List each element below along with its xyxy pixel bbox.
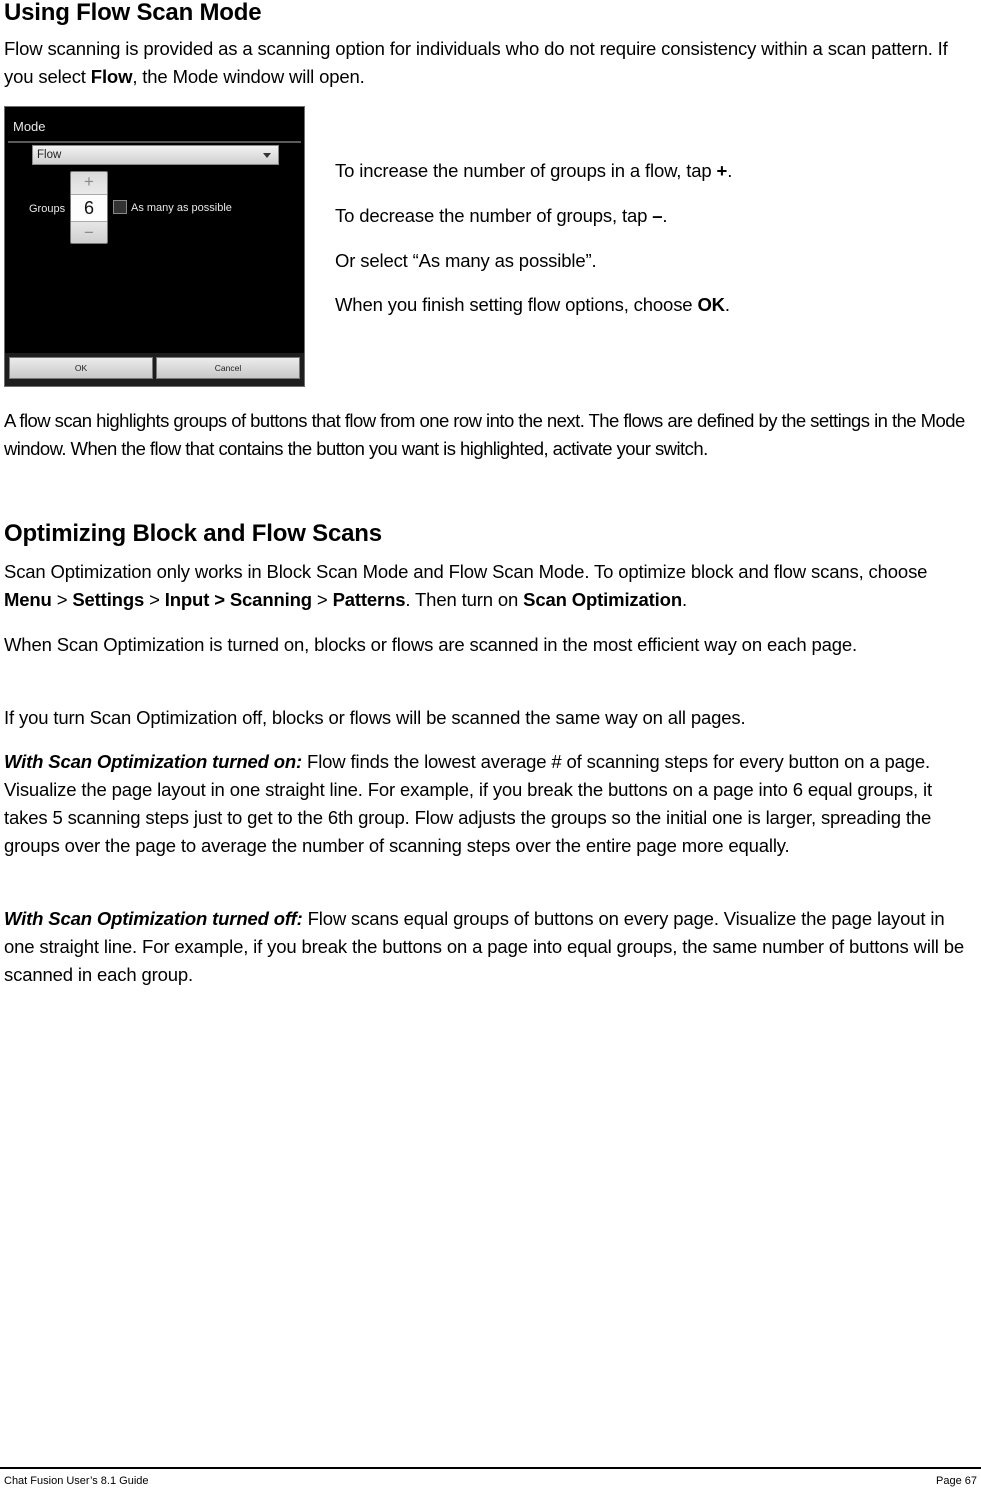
instruction-choose-ok xyxy=(335,292,730,318)
groups-label: Groups xyxy=(29,203,66,215)
dialog-title: Mode xyxy=(13,119,46,134)
instruction-ok-bold: OK xyxy=(697,294,725,315)
input-scanning-bold: Input > Scanning xyxy=(164,589,312,610)
with-optimization-on-paragraph xyxy=(4,748,976,860)
path-separator: > xyxy=(311,589,333,610)
instruction-increase xyxy=(335,158,732,184)
instruction-increase-end: . xyxy=(727,160,733,181)
instruction-decrease xyxy=(335,203,667,229)
footer-divider xyxy=(0,1467,981,1469)
with-optimization-off-paragraph xyxy=(4,905,976,989)
path-separator: > xyxy=(144,589,165,610)
with-off-label: With Scan Optimization turned off: xyxy=(4,908,303,929)
chevron-down-icon xyxy=(263,153,271,158)
dialog-button-bar xyxy=(5,353,304,386)
optimization-text: Scan Optimization only works in Block Scan Mode and Flow Scan Mode. To optimize block and flow scans, choose xyxy=(4,561,928,582)
with-on-text: Flow finds the lowest average # of scanning steps for every button on a page. Visualize the page layout in one straight line. For example, if you break the buttons on a page into 6 equal groups, it takes 5 scanning steps just to get to the 6th group. Flow adjusts the groups so the initial one is larger, spreading the groups over the page to average the number of scanning steps over the entire page more equally. xyxy=(4,751,932,856)
intro-flow-bold: Flow xyxy=(90,66,133,87)
cancel-button: Cancel xyxy=(156,357,300,379)
intro-text-end: , the Mode window will open. xyxy=(132,66,365,87)
with-off-text: Flow scans equal groups of buttons on every page. Visualize the page layout in one straight line. For example, if you break the buttons on a page into equal groups, the same number of buttons will be scanned in each group. xyxy=(4,908,965,985)
path-separator: > xyxy=(51,589,73,610)
mode-dialog-screenshot xyxy=(4,106,305,387)
section-heading-optimizing: Optimizing Block and Flow Scans xyxy=(4,520,382,547)
optimization-paragraph xyxy=(4,558,976,614)
instruction-choose-end: . xyxy=(724,294,730,315)
mode-dropdown xyxy=(32,145,279,165)
instruction-decrease-text: To decrease the number of groups, tap xyxy=(335,205,653,226)
instruction-minus-bold: – xyxy=(652,205,663,226)
optimization-text: . Then turn on xyxy=(405,589,524,610)
flow-scan-paragraph: A flow scan highlights groups of buttons that flow from one row into the next. The flows are defined by the settings in the Mode window. When the flow that contains the button you want is highlighted, activate your switch. xyxy=(4,410,965,459)
scan-optimization-bold: Scan Optimization xyxy=(523,589,682,610)
instruction-decrease-end: . xyxy=(662,205,668,226)
with-on-label: With Scan Optimization turned on: xyxy=(4,751,303,772)
dialog-title-divider xyxy=(8,141,301,143)
mode-dropdown-value: Flow xyxy=(37,149,62,161)
groups-stepper-value: 6 xyxy=(71,194,107,222)
as-many-as-possible-checkbox xyxy=(113,200,127,214)
optimization-on-paragraph: When Scan Optimization is turned on, blocks or flows are scanned in the most efficient way on each page. xyxy=(4,634,857,655)
optimization-text-end: . xyxy=(681,589,687,610)
intro-text: Flow scanning is provided as a scanning option for individuals who do not require consistency within a scan pattern. If you select xyxy=(4,38,948,87)
instruction-as-many: Or select “As many as possible”. xyxy=(335,250,597,271)
as-many-as-possible-label: As many as possible xyxy=(131,202,232,214)
footer-guide-title: Chat Fusion User’s 8.1 Guide xyxy=(4,1475,149,1487)
intro-paragraph xyxy=(4,35,976,91)
optimization-off-paragraph: If you turn Scan Optimization off, blocks or flows will be scanned the same way on all pages. xyxy=(4,707,746,728)
minus-icon: − xyxy=(84,223,94,242)
menu-bold: Menu xyxy=(4,589,52,610)
groups-stepper xyxy=(70,171,108,244)
plus-icon: + xyxy=(84,172,94,191)
ok-button: OK xyxy=(9,357,153,379)
footer-page-number: Page 67 xyxy=(936,1475,977,1487)
instruction-plus-bold: + xyxy=(716,160,728,181)
settings-bold: Settings xyxy=(72,589,145,610)
instruction-choose-text: When you finish setting flow options, choose xyxy=(335,294,698,315)
instruction-increase-text: To increase the number of groups in a flow, tap xyxy=(335,160,717,181)
section-heading-flow-scan: Using Flow Scan Mode xyxy=(4,0,262,26)
patterns-bold: Patterns xyxy=(332,589,406,610)
